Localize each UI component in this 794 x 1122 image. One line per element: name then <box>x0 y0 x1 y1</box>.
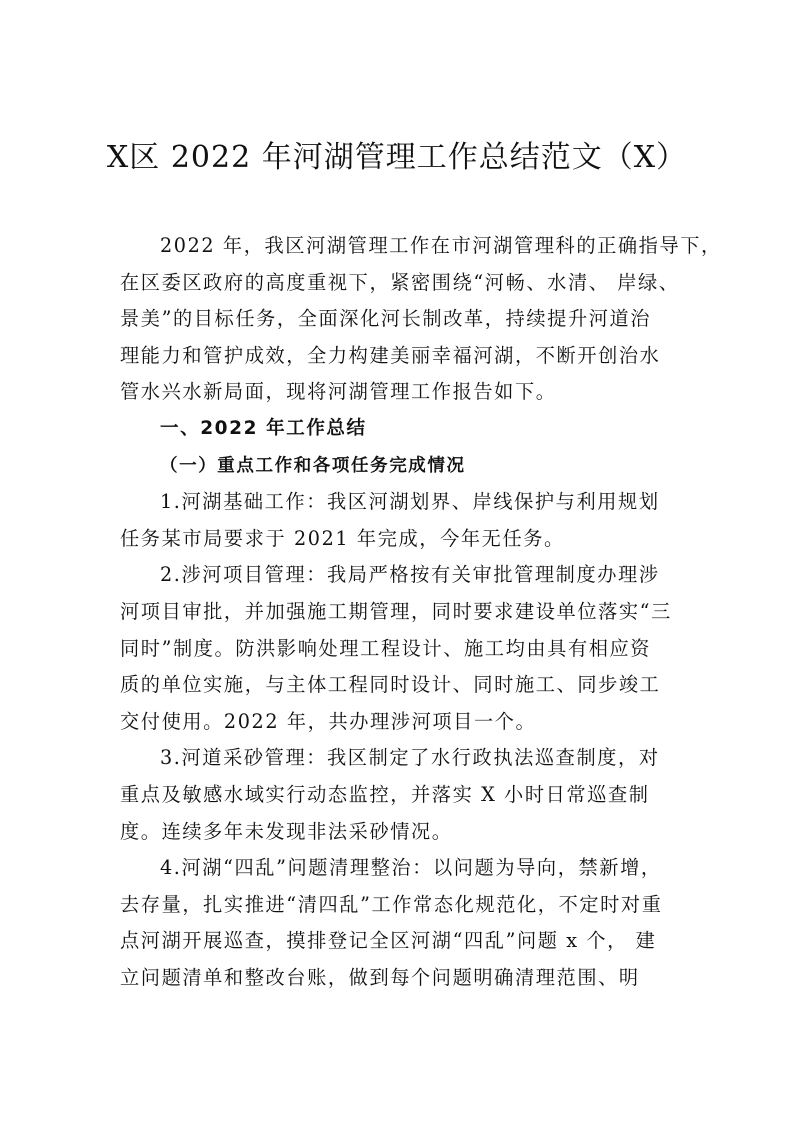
body-text-line: 理能力和管护成效，全力构建美丽幸福河湖，不断开创治水 <box>120 343 661 367</box>
body-text-line: 3.河道采砂管理：我区制定了水行政执法巡查制度，对 <box>160 746 660 770</box>
body-text-line: 交付使用。2022 年，共办理涉河项目一个。 <box>120 709 537 733</box>
document-body <box>120 228 722 996</box>
section-heading: 一、2022 年工作总结 <box>160 417 367 439</box>
body-text-line: 4.河湖“四乱”问题清理整治：以问题为导向，禁新增， <box>160 856 662 880</box>
body-text-line: 质的单位实施，与主体工程同时设计、同时施工、同步竣工 <box>120 673 661 697</box>
body-text-line: 点河湖开展巡查，摸排登记全区河湖“四乱”问题 x 个， 建 <box>120 929 657 953</box>
body-text-line: 在区委区政府的高度重视下，紧密围绕“河畅、水清、 岸绿、 <box>120 270 680 294</box>
body-text-line: 去存量，扎实推进“清四乱”工作常态化规范化，不定时对重 <box>120 892 663 916</box>
body-text-line: 1.河湖基础工作：我区河湖划界、岸线保护与利用规划 <box>160 490 660 514</box>
body-text-line: 重点及敏感水域实行动态监控，并落实 X 小时日常巡查制 <box>120 782 650 806</box>
body-text-line: 景美”的目标任务，全面深化河长制改革，持续提升河道治 <box>120 307 652 331</box>
body-text-line: 管水兴水新局面，现将河湖管理工作报告如下。 <box>120 380 557 404</box>
body-text-line: 任务某市局要求于 2021 年完成，今年无任务。 <box>120 526 565 550</box>
body-text-line: 立问题清单和整改台账，做到每个问题明确清理范围、明 <box>120 965 640 989</box>
body-text-line: 同时”制度。防洪影响处理工程设计、施工均由具有相应资 <box>120 636 652 660</box>
document-title: X区 2022 年河湖管理工作总结范文（X） <box>106 140 688 175</box>
body-text-line: 2.涉河项目管理：我局严格按有关审批管理制度办理涉 <box>160 563 660 587</box>
body-text-line: 河项目审批，并加强施工期管理，同时要求建设单位落实“三 <box>120 599 672 623</box>
subsection-heading: （一）重点工作和各项任务完成情况 <box>160 455 466 476</box>
body-text-line: 2022 年，我区河湖管理工作在市河湖管理科的正确指导下， <box>160 234 722 257</box>
body-text-line: 度。连续多年未发现非法采砂情况。 <box>120 819 453 843</box>
